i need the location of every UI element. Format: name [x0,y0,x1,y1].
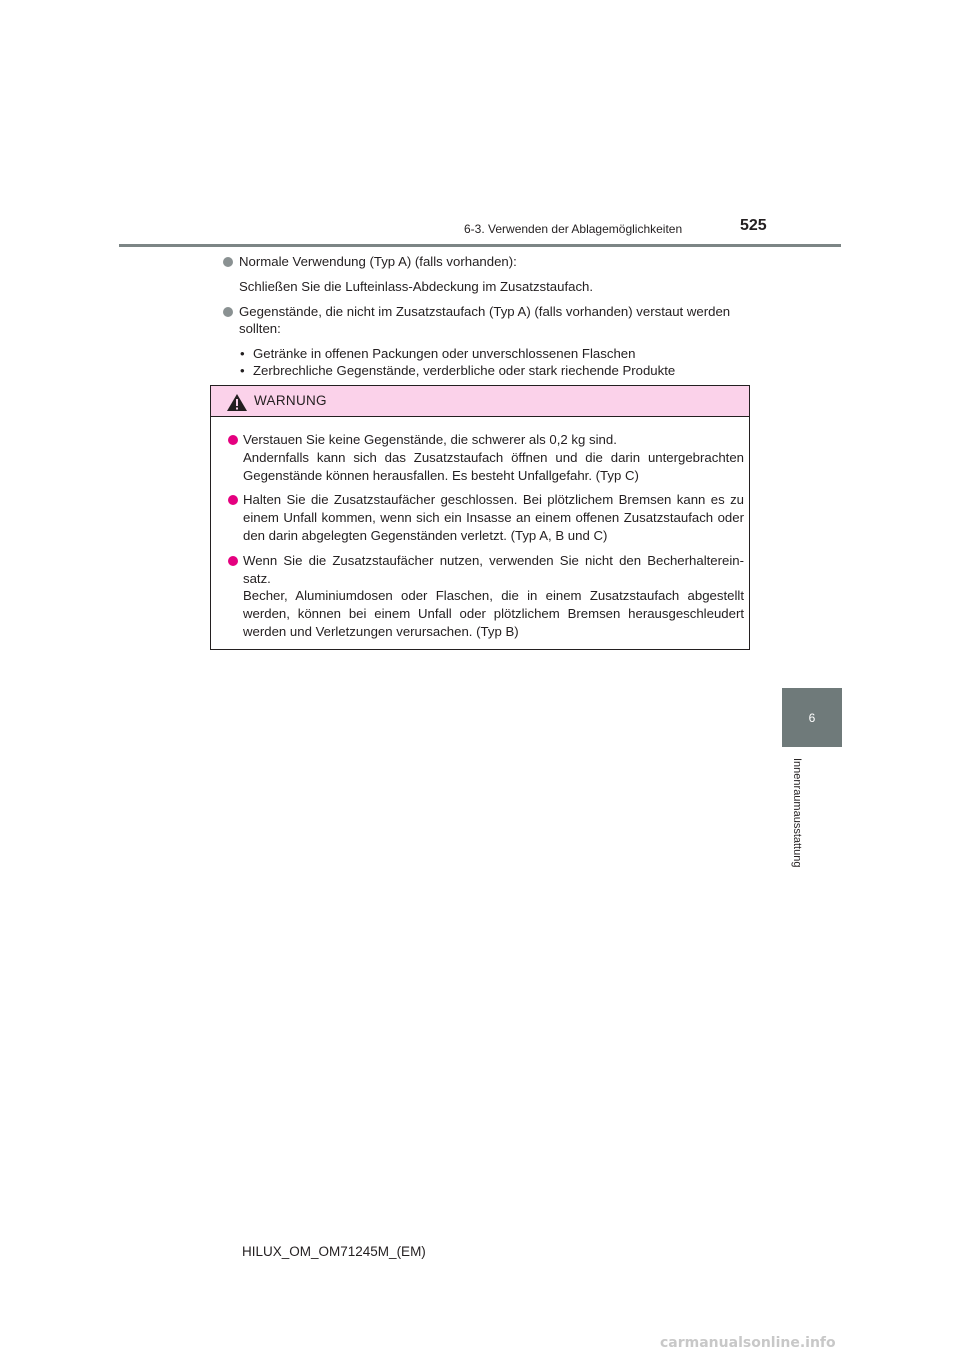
sub-list [222,345,750,379]
warning-item [228,431,744,484]
warning-item [228,552,744,641]
bullet-icon [223,257,233,267]
chapter-label: Innenraumausstattung [791,758,803,868]
warning-text: Verstauen Sie keine Gegenstände, die schwerer als 0,2 kg sind. [243,432,617,447]
chapter-tab[interactable] [782,688,842,747]
sub-list-item [239,345,750,362]
item-text: Schließen Sie die Lufteinlass-Abdeckung im Zusatzstaufach. [239,279,594,294]
warning-bullet-icon [228,556,238,566]
warning-bullet-icon [228,495,238,505]
item-title: Gegenstände, die nicht im Zusatzstaufach (Typ A) (falls vorhanden) verstaut werden sollten: [239,304,731,336]
sub-bullet-icon: • [240,363,245,378]
main-content [222,253,750,379]
warning-title: WARNUNG [254,393,327,408]
page-number: 525 [740,217,767,234]
warning-text: Halten Sie die Zusatzstaufächer geschlossen. Bei plötzlichem Bremsen kann es zu einem Unfall kommen, wenn sich ein Insasse an einem offenen Zusatzstaufach oder den darin abgelegten Gegenständen verletzt. (Typ A, B und C) [243,492,744,543]
item-title: Normale Verwendung (Typ A) (falls vorhanden): [239,254,517,269]
sub-bullet-icon: • [240,346,245,361]
warning-text: Wenn Sie die Zusatzstaufächer nutzen, verwenden Sie nicht den Becherhalterein-satz. [243,552,744,586]
chapter-number: 6 [808,710,816,725]
sub-list-item [239,362,750,379]
section-title: 6-3. Verwenden der Ablagemöglichkeiten [464,222,683,236]
watermark: carmanualsonline.info [660,1335,836,1351]
list-item [222,253,750,270]
sub-item-text: Getränke in offenen Packungen oder unverschlossenen Flaschen [253,346,636,361]
header-divider [119,244,841,247]
warning-text: Becher, Aluminiumdosen oder Flaschen, die in einem Zusatzstaufach abgestellt werden, können bei einem Unfall oder plötzlichem Bremsen herausgeschleudert werden und Verletzungen verursachen. (Typ B) [243,588,744,639]
warning-item [228,491,744,544]
warning-triangle-icon [226,393,248,412]
warning-header [211,386,749,417]
warning-bullet-icon [228,435,238,445]
warning-text: Andernfalls kann sich das Zusatzstaufach öffnen und die darin untergebrachten Gegenstände können herausfallen. Es besteht Unfallgefahr. (Typ C) [243,449,744,483]
sub-item-text: Zerbrechliche Gegenstände, verderbliche oder stark riechende Produkte [253,363,676,378]
document-id: HILUX_OM_OM71245M_(EM) [242,1244,426,1259]
warning-body [228,431,744,648]
list-item [222,303,750,337]
warning-box [210,385,750,650]
bullet-icon [223,307,233,317]
